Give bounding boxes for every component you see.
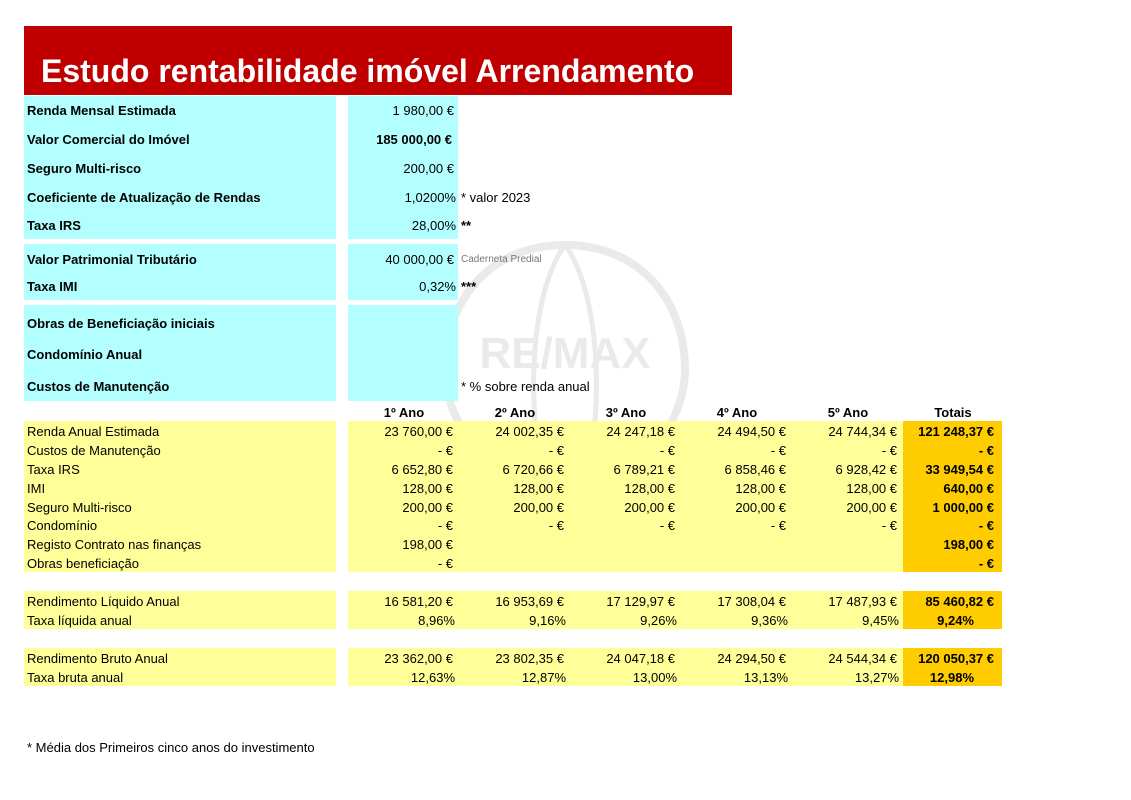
- table-cell-total: - €: [978, 518, 994, 533]
- page-title: Estudo rentabilidade imóvel Arrendamento: [41, 53, 695, 89]
- table-cell-ano2: 16 953,69 €: [495, 594, 564, 609]
- input-label-obras: Obras de Beneficiação iniciais: [27, 316, 215, 331]
- col-header-ano3: 3º Ano: [605, 405, 647, 420]
- table-cell-total: 1 000,00 €: [932, 500, 994, 515]
- input-value-taxa-irs: 28,00%: [411, 218, 456, 233]
- table-cell-ano5: 200,00 €: [846, 500, 897, 515]
- table-cell-ano3: 9,26%: [640, 613, 677, 628]
- table-cell-ano3: 17 129,97 €: [606, 594, 675, 609]
- table-row-label: Custos de Manutenção: [27, 443, 161, 458]
- table-cell-ano4: 200,00 €: [735, 500, 786, 515]
- table-cell-ano3: 128,00 €: [624, 481, 675, 496]
- footnote: * Média dos Primeiros cinco anos do investimento: [27, 740, 315, 755]
- table-cell-ano3: 24 247,18 €: [606, 424, 675, 439]
- table-cell-total: 640,00 €: [943, 481, 994, 496]
- col-header-ano4: 4º Ano: [716, 405, 758, 420]
- input-label-renda-mensal: Renda Mensal Estimada: [27, 103, 176, 118]
- table-cell-ano3: - €: [659, 518, 675, 533]
- input-label-condominio: Condomínio Anual: [27, 347, 143, 362]
- table-cell-ano5: 6 928,42 €: [835, 462, 897, 477]
- table-cell-ano2: 200,00 €: [513, 500, 564, 515]
- table-row-label: Rendimento Líquido Anual: [27, 594, 180, 609]
- table-cell-ano4: - €: [770, 443, 786, 458]
- input-value-coeficiente: 1,0200%: [404, 190, 456, 205]
- table-cell-total: - €: [978, 443, 994, 458]
- input-value-taxa-imi: 0,32%: [419, 279, 456, 294]
- input-value-valor-comercial: 185 000,00 €: [376, 132, 452, 147]
- table-cell-ano5: 9,45%: [862, 613, 899, 628]
- table-cell-ano2: 128,00 €: [513, 481, 564, 496]
- table-cell-ano1: - €: [437, 443, 453, 458]
- table-cell-total: 9,24%: [937, 613, 974, 628]
- col-header-ano2: 2º Ano: [494, 405, 536, 420]
- table-cell-ano1: 23 362,00 €: [384, 651, 453, 666]
- table-cell-ano2: - €: [548, 443, 564, 458]
- table-cell-total: 33 949,54 €: [925, 462, 994, 477]
- table-cell-ano3: 24 047,18 €: [606, 651, 675, 666]
- table-cell-ano4: 9,36%: [751, 613, 788, 628]
- watermark-text: RE/MAX: [479, 329, 651, 378]
- table-cell-ano1: 8,96%: [418, 613, 455, 628]
- table-row-label: Condomínio: [27, 518, 98, 533]
- table-cell-ano1: 6 652,80 €: [391, 462, 453, 477]
- input-note-taxa-irs: **: [461, 218, 472, 233]
- table-cell-ano1: 198,00 €: [402, 537, 453, 552]
- table-row-label: Obras beneficiação: [27, 556, 140, 571]
- table-cell-total: 121 248,37 €: [918, 424, 994, 439]
- table-cell-ano5: - €: [881, 443, 897, 458]
- table-cell-ano2: 6 720,66 €: [502, 462, 564, 477]
- table-cell-ano3: 13,00%: [632, 670, 677, 685]
- input-label-valor-comercial: Valor Comercial do Imóvel: [27, 132, 190, 147]
- col-header-totais: Totais: [934, 405, 972, 420]
- table-cell-ano4: 17 308,04 €: [717, 594, 786, 609]
- input-label-taxa-irs: Taxa IRS: [27, 218, 81, 233]
- input-note-custos-manutencao: * % sobre renda anual: [461, 379, 590, 394]
- input-note-taxa-imi: ***: [461, 279, 477, 294]
- title-banner: [24, 26, 732, 95]
- table-cell-ano2: 9,16%: [529, 613, 566, 628]
- table-row-label: IMI: [27, 481, 46, 496]
- table-cell-ano1: 23 760,00 €: [384, 424, 453, 439]
- table-cell-ano4: 24 294,50 €: [717, 651, 786, 666]
- table-cell-total: 12,98%: [929, 670, 974, 685]
- table-cell-ano2: 24 002,35 €: [495, 424, 564, 439]
- table-cell-ano2: - €: [548, 518, 564, 533]
- table-row-label: Taxa líquida anual: [27, 613, 132, 628]
- input-label-coeficiente: Coeficiente de Atualização de Rendas: [27, 190, 261, 205]
- table-row-label: Registo Contrato nas finanças: [27, 537, 202, 552]
- table-cell-ano5: - €: [881, 518, 897, 533]
- table-cell-total: 120 050,37 €: [918, 651, 994, 666]
- table-cell-ano4: 128,00 €: [735, 481, 786, 496]
- input-label-seguro: Seguro Multi-risco: [27, 161, 142, 176]
- input-label-vpt: Valor Patrimonial Tributário: [27, 252, 197, 267]
- table-cell-ano2: 12,87%: [521, 670, 566, 685]
- table-cell-total: 198,00 €: [943, 537, 994, 552]
- col-header-ano5: 5º Ano: [827, 405, 869, 420]
- input-label-taxa-imi: Taxa IMI: [27, 279, 78, 294]
- table-cell-ano4: 24 494,50 €: [717, 424, 786, 439]
- table-cell-ano3: - €: [659, 443, 675, 458]
- table-row-label: Taxa bruta anual: [27, 670, 124, 685]
- table-cell-ano2: 23 802,35 €: [495, 651, 564, 666]
- table-cell-ano5: 17 487,93 €: [828, 594, 897, 609]
- input-note-vpt: Caderneta Predial: [461, 254, 542, 265]
- table-cell-ano1: - €: [437, 556, 453, 571]
- inputs-values-block-3: [348, 305, 458, 401]
- table-cell-ano1: 200,00 €: [402, 500, 453, 515]
- table-cell-total: - €: [978, 556, 994, 571]
- input-value-renda-mensal: 1 980,00 €: [392, 103, 454, 118]
- table-row-label: Seguro Multi-risco: [27, 500, 132, 515]
- table-cell-ano1: 16 581,20 €: [384, 594, 453, 609]
- table-cell-ano5: 128,00 €: [846, 481, 897, 496]
- table-cell-ano4: - €: [770, 518, 786, 533]
- table-cell-ano5: 24 544,34 €: [828, 651, 897, 666]
- table-row-label: Rendimento Bruto Anual: [27, 651, 168, 666]
- input-value-seguro: 200,00 €: [403, 161, 454, 176]
- table-cell-ano5: 24 744,34 €: [828, 424, 897, 439]
- input-note-coeficiente: * valor 2023: [461, 190, 531, 205]
- table-cell-ano1: 12,63%: [410, 670, 455, 685]
- input-value-vpt: 40 000,00 €: [385, 252, 454, 267]
- table-cell-ano3: 200,00 €: [624, 500, 675, 515]
- table-row-label: Taxa IRS: [27, 462, 80, 477]
- col-header-ano1: 1º Ano: [383, 405, 425, 420]
- input-label-custos-manutencao: Custos de Manutenção: [27, 379, 170, 394]
- table-cell-ano4: 6 858,46 €: [724, 462, 786, 477]
- table-cell-total: 85 460,82 €: [925, 594, 994, 609]
- table-cell-ano5: 13,27%: [854, 670, 899, 685]
- table-row-label: Renda Anual Estimada: [27, 424, 160, 439]
- table-cell-ano1: 128,00 €: [402, 481, 453, 496]
- table-cell-ano4: 13,13%: [743, 670, 788, 685]
- table-cell-ano1: - €: [437, 518, 453, 533]
- table-cell-ano3: 6 789,21 €: [613, 462, 675, 477]
